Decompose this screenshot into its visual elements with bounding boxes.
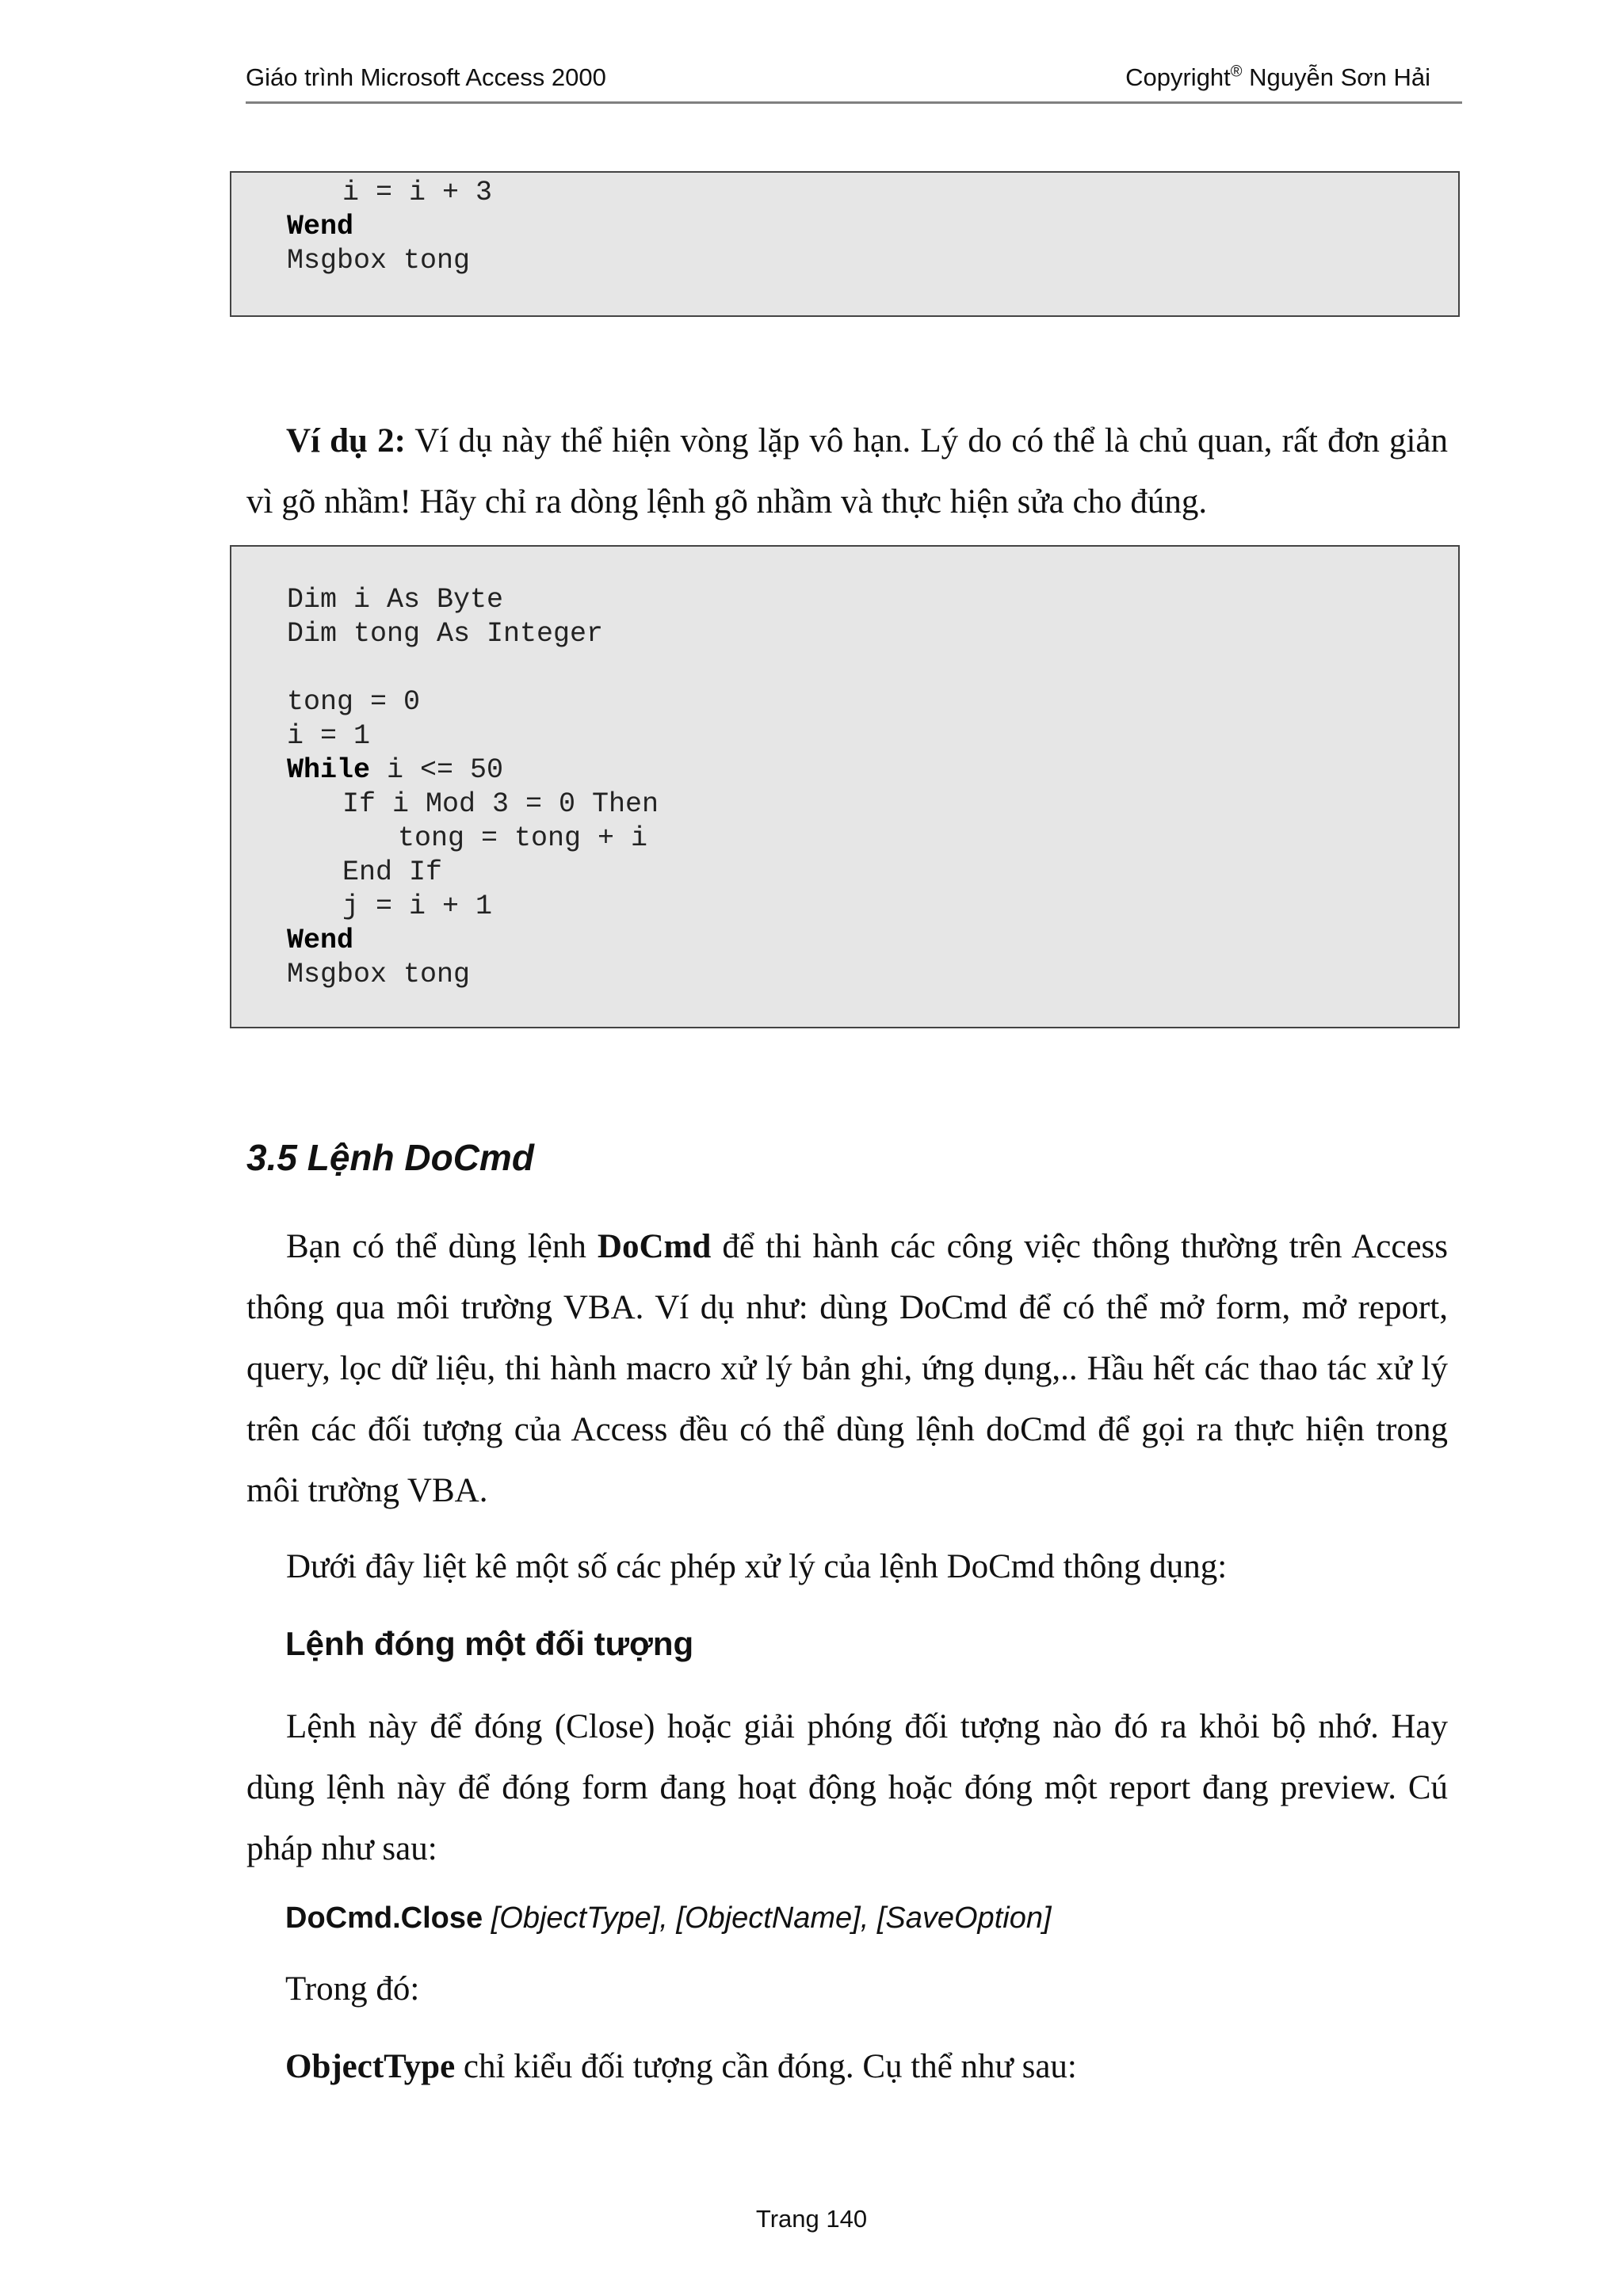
code-line — [231, 583, 1458, 617]
docmd-intro-after: để thi hành các công việc thông thường trên Access thông qua môi trường VBA. Ví dụ như: dùng DoCmd để có thể mở form, mở report, query, lọc dữ liệu, thi hành macro xử lý bản ghi, ứng dụng,.. Hầu hết các thao tác xử lý trên các đối tượng của Access đều có thể dùng lệnh doCmd để gọi ra thực hiện trong môi trường VBA. — [246, 1228, 1448, 1509]
page-footer — [0, 2205, 1623, 2233]
close-syntax — [285, 1901, 1052, 1936]
where-label: Trong đó: — [285, 1970, 420, 2008]
docmd-list-intro-text: Dưới đây liệt kê một số các phép xử lý của lệnh DoCmd thông dụng: — [286, 1548, 1228, 1585]
code-text: tong = 0 — [287, 686, 421, 718]
code-text: Msgbox tong — [287, 959, 471, 990]
example-2-text: Ví dụ này thể hiện vòng lặp vô hạn. Lý do có thể là chủ quan, rất đơn giản vì gõ nhầm! Hãy chỉ ra dòng lệnh gõ nhầm và thực hiện sửa cho đúng. — [246, 422, 1448, 521]
code-text: tong = tong + i — [398, 822, 648, 854]
code-text: Dim tong As Integer — [287, 618, 604, 650]
objecttype-description: chỉ kiểu đối tượng cần đóng. Cụ thể như sau: — [455, 2048, 1077, 2085]
code-line — [231, 753, 1458, 788]
code-line — [231, 958, 1458, 992]
code-line — [231, 210, 1458, 244]
code-line — [231, 685, 1458, 719]
syntax-arguments: [ObjectType], [ObjectName], [SaveOption] — [483, 1901, 1052, 1935]
page-number: Trang 140 — [755, 2205, 868, 2233]
code-line — [231, 651, 1458, 685]
code-text: j = i + 1 — [342, 891, 493, 922]
objecttype-paragraph — [285, 2047, 1077, 2086]
code-keyword: Wend — [287, 211, 354, 242]
header-copyright — [1125, 63, 1430, 92]
code-text: i <= 50 — [370, 754, 504, 786]
code-line — [231, 924, 1458, 958]
code-line — [231, 176, 1458, 210]
objecttype-term: ObjectType — [285, 2048, 456, 2085]
code-line — [231, 244, 1458, 278]
code-line — [231, 890, 1458, 924]
section-heading: 3.5 Lệnh DoCmd — [246, 1137, 534, 1178]
code-block-1 — [230, 171, 1460, 317]
syntax-command: DoCmd.Close — [285, 1901, 483, 1935]
code-line — [231, 822, 1458, 856]
code-text: i = i + 3 — [342, 177, 493, 208]
docmd-list-intro — [246, 1536, 1448, 1597]
close-description-paragraph — [246, 1696, 1448, 1879]
subsection-heading: Lệnh đóng một đối tượng — [285, 1625, 694, 1662]
example-2-paragraph — [246, 410, 1448, 532]
registered-mark: ® — [1230, 63, 1243, 81]
code-line — [231, 617, 1458, 651]
example-2-label: Ví dụ 2: — [286, 422, 406, 460]
code-text: If i Mod 3 = 0 Then — [342, 788, 659, 820]
code-line — [231, 719, 1458, 753]
close-description-text: Lệnh này để đóng (Close) hoặc giải phóng đối tượng nào đó ra khỏi bộ nhớ. Hay dùng lệnh này để đóng form đang hoạt động hoặc đóng một report đang preview. Cú pháp như sau: — [246, 1708, 1448, 1867]
code-text: End If — [342, 856, 443, 888]
code-keyword: While — [287, 754, 371, 786]
code-text: i = 1 — [287, 720, 371, 752]
code-line — [231, 856, 1458, 890]
page-header — [246, 62, 1462, 104]
code-keyword: Wend — [287, 925, 354, 956]
docmd-keyword: DoCmd — [597, 1228, 712, 1265]
code-block-2 — [230, 545, 1460, 1028]
header-copyright-label: Copyright — [1125, 63, 1231, 91]
docmd-intro-paragraph — [246, 1216, 1448, 1521]
code-text: Dim i As Byte — [287, 584, 504, 616]
header-author: Nguyễn Sơn Hải — [1242, 63, 1430, 91]
header-book-title: Giáo trình Microsoft Access 2000 — [246, 63, 606, 91]
code-text: Msgbox tong — [287, 245, 471, 277]
code-line — [231, 788, 1458, 822]
docmd-intro-before: Bạn có thể dùng lệnh — [286, 1228, 598, 1265]
